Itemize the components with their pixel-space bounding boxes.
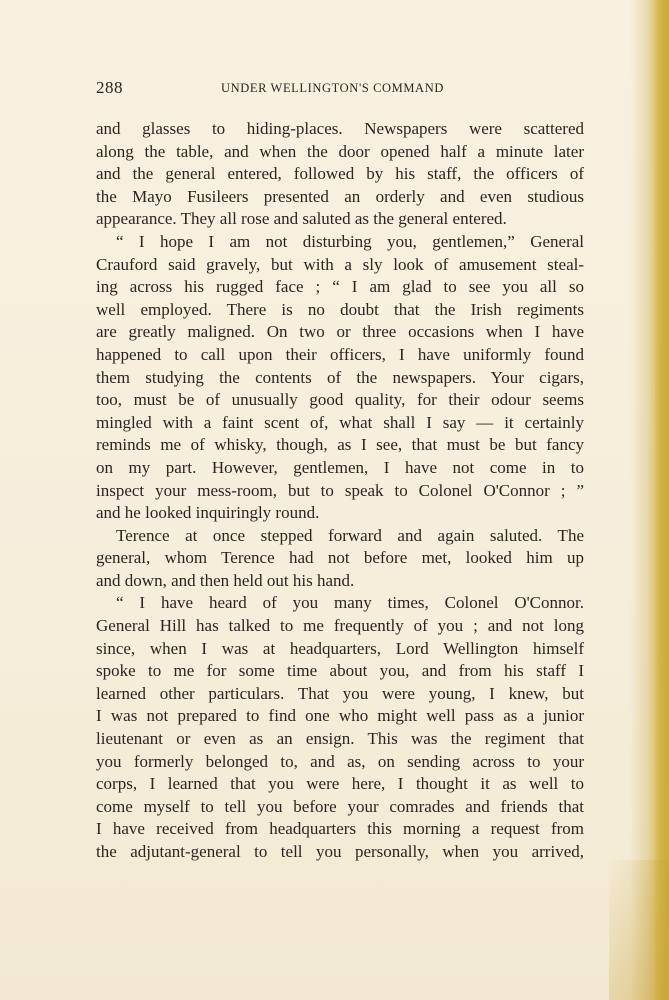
text-line: them studying the contents of the newspapers. Your cigars, [96,367,584,387]
text-line: Crauford said gravely, but with a sly look of amusement steal- [96,254,584,274]
text-line: appearance. They all rose and saluted as the general entered. [96,209,507,229]
text-line: lieutenant or even as an ensign. This was the regiment that [96,729,584,749]
text-line: ing across his rugged face ; “ I am glad to see you all so [96,277,584,297]
text-line: “ I have heard of you many times, Colonel O'Connor. [116,593,584,613]
page-corner-shading [609,860,669,1000]
text-line: since, when I was at headquarters, Lord Wellington himself [96,638,584,658]
text-line: Terence at once stepped forward and again saluted. The [116,525,584,545]
text-line: happened to call upon their officers, I have uniformly found [96,344,584,364]
text-line: and the general entered, followed by his staff, the officers of [96,164,584,184]
text-line: too, must be of unusually good quality, for their odour seems [96,390,584,410]
text-line: and glasses to hiding-places. Newspapers were scattered [96,119,584,138]
page-header [96,78,584,102]
text-line: come myself to tell you before your comrades and friends that [96,796,584,816]
page-edge-shading [655,0,669,1000]
text-line: general, whom Terence had not before met, looked him up [96,548,584,568]
text-line: inspect your mess-room, but to speak to Colonel O'Connor ; ” [96,480,584,500]
text-line: are greatly maligned. On two or three occasions when I have [96,322,584,342]
text-line: corps, I learned that you were here, I thought it as well to [96,774,584,794]
text-line: well employed. There is no doubt that the Irish regiments [96,299,584,319]
text-line: and he looked inquiringly round. [96,503,320,523]
text-line: you formerly belonged to, and as, on sending across to your [96,751,584,771]
text-line: learned other particulars. That you were young, I knew, but [96,683,584,703]
text-line: along the table, and when the door opened half a minute later [96,141,584,161]
text-line: and down, and then held out his hand. [96,570,355,590]
text-line: General Hill has talked to me frequently of you ; and not long [96,616,584,636]
running-head: UNDER WELLINGTON'S COMMAND [221,81,444,95]
text-line: I have received from headquarters this morning a request from [96,819,584,839]
text-line: the adjutant-general to tell you personally, when you arrived, [96,842,584,861]
body-text [96,118,584,864]
page-number: 288 [96,78,123,97]
text-line: spoke to me for some time about you, and from his staff I [96,661,584,681]
text-line: on my part. However, gentlemen, I have not come in to [96,457,584,477]
text-line: the Mayo Fusileers presented an orderly and even studious [96,186,584,206]
text-line: “ I hope I am not disturbing you, gentlemen,” General [116,231,584,251]
text-line: mingled with a faint scent of, what shall I say — it certainly [96,412,584,432]
text-line: reminds me of whisky, though, as I see, that must be but fancy [96,435,584,455]
text-line: I was not prepared to find one who might well pass as a junior [96,706,584,726]
